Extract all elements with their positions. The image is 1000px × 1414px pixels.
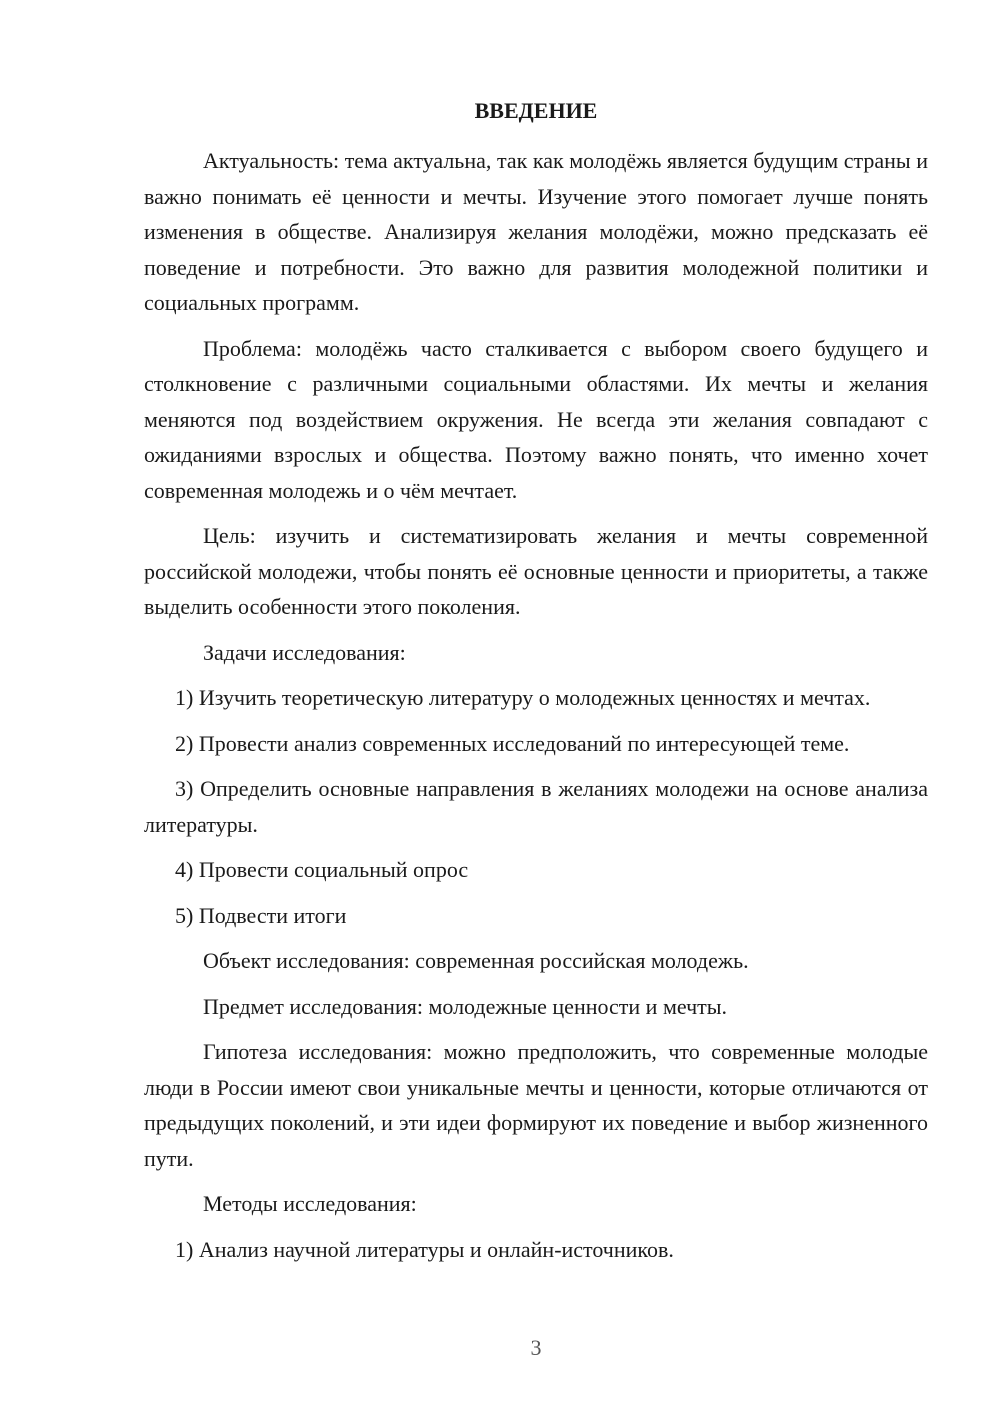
methods-title: Методы исследования: xyxy=(203,1191,417,1216)
task-item: 2) Провести анализ современных исследований по интересующей теме. xyxy=(175,730,850,756)
task-item: 1) Изучить теоретическую литературу о молодежных ценностях и мечтах. xyxy=(175,685,871,710)
paragraph-subject: Предмет исследования: молодежные ценности и мечты. xyxy=(203,993,728,1019)
page-number: 3 xyxy=(530,1335,542,1360)
method-item: 1) Анализ научной литературы и онлайн-источников. xyxy=(175,1236,674,1262)
section-heading: ВВЕДЕНИЕ xyxy=(474,98,598,123)
document-body xyxy=(144,143,928,1267)
paragraph-object: Объект исследования: современная российская молодежь. xyxy=(203,948,749,973)
paragraph-relevance: Актуальность: тема актуальна, так как молодёжь является будущим страны и важно понимать её ценности и мечты. Изучение этого помогает лучше понять изменения в обществе. Анализируя желания молодёжи, можно предсказать её поведение и потребности. Это важно для развития молодежной политики и социальных программ. xyxy=(144,148,928,315)
task-item: 5) Подвести итоги xyxy=(175,902,347,928)
paragraph-problem: Проблема: молодёжь часто сталкивается с выбором своего будущего и столкновение с различными социальными областями. Их мечты и желания меняются под воздействием окружения. Не всегда эти желания совпадают с ожиданиями взрослых и общества. Поэтому важно понять, что именно хочет современная молодежь и о чём мечтает. xyxy=(144,335,928,503)
task-item: 3) Определить основные направления в желаниях молодежи на основе анализа литературы. xyxy=(144,776,928,837)
tasks-title: Задачи исследования: xyxy=(203,639,406,665)
paragraph-hypothesis: Гипотеза исследования: можно предположить, что современные молодые люди в России имеют свои уникальные мечты и ценности, которые отличаются от предыдущих поколений, и эти идеи формируют их поведение и выбор жизненного пути. xyxy=(144,1039,928,1171)
task-item: 4) Провести социальный опрос xyxy=(175,857,469,882)
paragraph-goal: Цель: изучить и систематизировать желания и мечты современной российской молодежи, чтобы понять её основные ценности и приоритеты, а также выделить особенности этого поколения. xyxy=(144,523,928,619)
